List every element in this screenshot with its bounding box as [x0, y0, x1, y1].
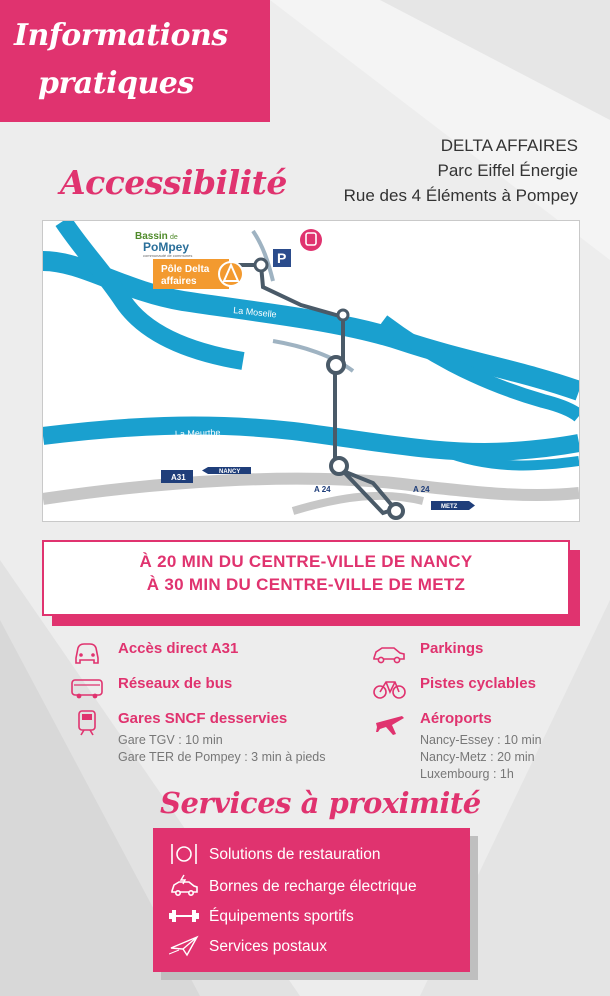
feature-train-title: Gares SNCF desservies	[118, 710, 288, 727]
dumbbell-icon	[169, 904, 199, 928]
a24-label-1: A 24	[314, 485, 331, 494]
header-badge	[0, 0, 270, 122]
pole-delta-line1: Pôle Delta	[161, 264, 210, 275]
a31-label: A31	[171, 473, 186, 482]
electric-car-icon	[169, 874, 199, 898]
distance-nancy: À 20 MIN DU CENTRE-VILLE DE NANCY	[139, 552, 473, 571]
service-sports-label: Équipements sportifs	[209, 908, 354, 925]
address-line2: Parc Eiffel Énergie	[437, 161, 578, 180]
highway-a31	[43, 479, 579, 499]
feature-bus-title: Réseaux de bus	[118, 675, 233, 692]
logo-bassin: Bassin	[135, 231, 168, 242]
service-restaurant-label: Solutions de restauration	[209, 846, 381, 863]
accessibility-title: Accessibilité	[60, 163, 287, 202]
address-block	[344, 133, 578, 208]
junction-a24	[389, 504, 403, 518]
distance-metz: À 30 MIN DU CENTRE-VILLE DE METZ	[146, 575, 466, 594]
car-side-icon	[372, 640, 406, 666]
header-title-line2: pratiques	[38, 66, 194, 101]
airport-nancy-metz: Nancy-Metz : 20 min	[420, 750, 535, 764]
label-meurthe: La Meurthe	[174, 427, 221, 439]
a24-label-2: A 24	[413, 485, 430, 494]
map-drawing	[43, 221, 579, 521]
bicycle-icon	[372, 675, 406, 701]
logo-de: de	[170, 234, 178, 241]
airport-nancy-essey: Nancy-Essey : 10 min	[420, 733, 542, 747]
pole-delta-line2: affaires	[161, 276, 197, 287]
airport-luxembourg: Luxembourg : 1h	[420, 767, 514, 781]
junction-central	[328, 357, 344, 373]
nancy-label: NANCY	[219, 469, 241, 475]
access-map	[42, 220, 580, 522]
meurthe-river	[43, 426, 579, 452]
feature-bike-title: Pistes cyclables	[420, 675, 536, 692]
junction-pompey	[255, 259, 267, 271]
address-line3: Rue des 4 Éléments à Pompey	[343, 186, 578, 205]
logo-subtitle: communauté de communes	[143, 253, 193, 258]
service-ev-charging-label: Bornes de recharge électrique	[209, 878, 417, 895]
address-line1: DELTA AFFAIRES	[440, 136, 578, 155]
label-moselle: La Moselle	[232, 305, 278, 320]
feature-train-details	[118, 732, 326, 766]
metz-label: METZ	[441, 504, 458, 510]
service-postal-label: Services postaux	[209, 938, 328, 955]
logo-pompey: PoMpey	[143, 240, 190, 254]
feature-airports-details	[420, 732, 542, 783]
feature-a31-title: Accès direct A31	[118, 640, 239, 657]
train-icon	[70, 710, 104, 736]
train-ter: Gare TER de Pompey : 3 min à pieds	[118, 750, 326, 764]
bus-icon	[70, 675, 104, 701]
junction-a31	[331, 458, 347, 474]
parking-letter: P	[277, 250, 287, 266]
moselle-river	[43, 261, 579, 391]
cutlery-icon	[169, 842, 199, 866]
junction-moselle	[338, 310, 348, 320]
distance-box	[42, 540, 570, 616]
airplane-icon	[372, 710, 406, 736]
feature-airports-title: Aéroports	[420, 710, 492, 727]
services-box	[153, 828, 470, 972]
train-tgv: Gare TGV : 10 min	[118, 733, 223, 747]
feature-parking-title: Parkings	[420, 640, 484, 657]
services-title: Services à proximité	[160, 786, 481, 820]
header-title-line1: Informations	[14, 18, 228, 53]
paper-plane-icon	[169, 934, 199, 958]
car-front-icon	[70, 640, 104, 666]
